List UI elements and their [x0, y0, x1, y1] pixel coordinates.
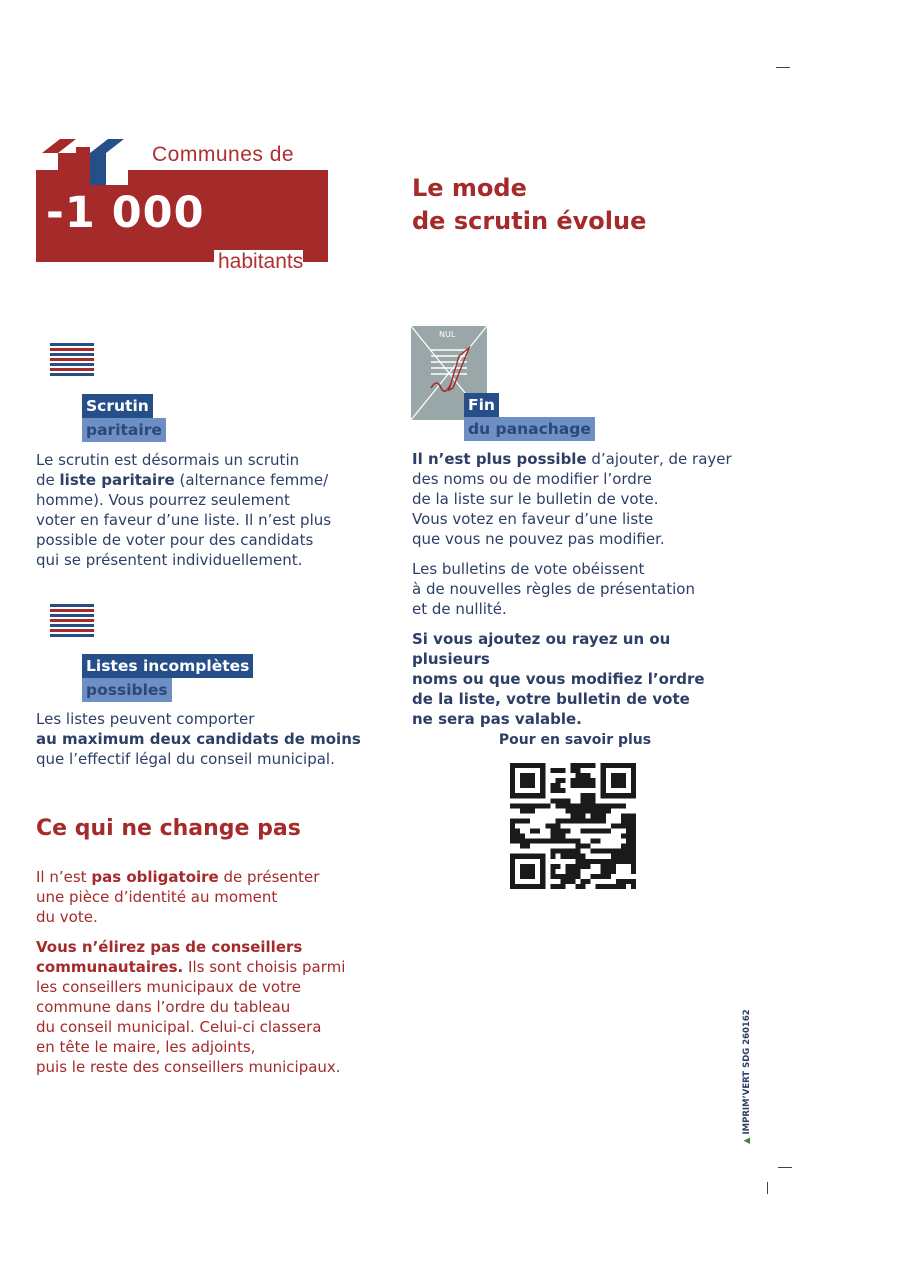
- communes-de-label: Communes de: [152, 143, 295, 166]
- text-line: ne sera pas valable.: [412, 710, 582, 728]
- text-line: Il n’est plus possible d’ajouter, de rayer: [412, 450, 732, 468]
- scrutin-paritaire-tag: [82, 394, 166, 442]
- section-title-ce-qui-ne-change-pas: Ce qui ne change pas: [36, 816, 301, 841]
- text-line: des noms ou de modifier l’ordre: [412, 470, 652, 488]
- scrutin-paritaire-text: [36, 450, 376, 570]
- text-line: et de nullité.: [412, 600, 507, 618]
- text-line: Si vous ajoutez ou rayez un ou plusieurs: [412, 630, 671, 668]
- ballot-label: NUL: [439, 330, 456, 339]
- page-title-line1: Le mode: [412, 174, 527, 202]
- crop-mark: [776, 67, 790, 68]
- imprim-vert-text: ▲ IMPRIM’VERT SDG 260162: [742, 1009, 752, 1144]
- text-line: communautaires. Ils sont choisis parmi: [36, 958, 346, 976]
- text-line: qui se présentent individuellement.: [36, 551, 303, 569]
- fin-panachage-tag: [464, 393, 595, 441]
- text-line: Les bulletins de vote obéissent: [412, 560, 645, 578]
- page-title-line2: de scrutin évolue: [412, 207, 647, 235]
- striped-flag-icon: [50, 343, 94, 378]
- text-line: noms ou que vous modifiez l’ordre: [412, 670, 705, 688]
- commune-house-icon: [38, 137, 128, 185]
- text-line: du conseil municipal. Celui-ci classera: [36, 1018, 322, 1036]
- text-line: possible de voter pour des candidats: [36, 531, 314, 549]
- text-line: Les listes peuvent comporter: [36, 710, 255, 728]
- text-line: de la liste sur le bulletin de vote.: [412, 490, 659, 508]
- text-line: homme). Vous pourrez seulement: [36, 491, 290, 509]
- tag-line2: possibles: [82, 678, 172, 702]
- tag-line2: du panachage: [464, 417, 595, 441]
- listes-incompletes-text: [36, 709, 376, 769]
- text-line: à de nouvelles règles de présentation: [412, 580, 695, 598]
- text-line: voter en faveur d’une liste. Il n’est plus: [36, 511, 332, 529]
- crop-mark: [778, 1167, 792, 1168]
- habitants-label: habitants: [214, 250, 303, 274]
- text-line: que l’effectif légal du conseil municipal.: [36, 750, 335, 768]
- text-line: de liste paritaire (alternance femme/: [36, 471, 329, 489]
- ce-qui-ne-change-pas-text: [36, 867, 376, 1077]
- text-line: du vote.: [36, 908, 98, 926]
- text-line: de la liste, votre bulletin de vote: [412, 690, 690, 708]
- text-line: au maximum deux candidats de moins: [36, 730, 361, 748]
- crop-mark: [767, 1182, 768, 1194]
- tag-line1: Listes incomplètes: [82, 654, 253, 678]
- text-line: commune dans l’ordre du tableau: [36, 998, 291, 1016]
- text-line: les conseillers municipaux de votre: [36, 978, 302, 996]
- imprim-vert-mark: [738, 1010, 758, 1144]
- text-line: en tête le maire, les adjoints,: [36, 1038, 256, 1056]
- population-number: -1 000: [46, 188, 205, 238]
- text-line: Vous n’élirez pas de conseillers: [36, 938, 303, 956]
- tag-line2: paritaire: [82, 418, 166, 442]
- tag-line1: Fin: [464, 393, 499, 417]
- text-line: Vous votez en faveur d’une liste: [412, 510, 654, 528]
- tag-line1: Scrutin: [82, 394, 153, 418]
- page-title: [412, 172, 646, 238]
- text-line: puis le reste des conseillers municipaux.: [36, 1058, 341, 1076]
- striped-flag-icon: [50, 604, 94, 639]
- text-line: que vous ne pouvez pas modifier.: [412, 530, 665, 548]
- qr-code[interactable]: [510, 763, 636, 889]
- more-info-label: Pour en savoir plus: [498, 732, 652, 748]
- text-line: Le scrutin est désormais un scrutin: [36, 451, 300, 469]
- listes-incompletes-tag: [82, 654, 253, 702]
- fin-panachage-text: [412, 449, 752, 729]
- text-line: une pièce d’identité au moment: [36, 888, 278, 906]
- text-line: Il n’est pas obligatoire de présenter: [36, 868, 320, 886]
